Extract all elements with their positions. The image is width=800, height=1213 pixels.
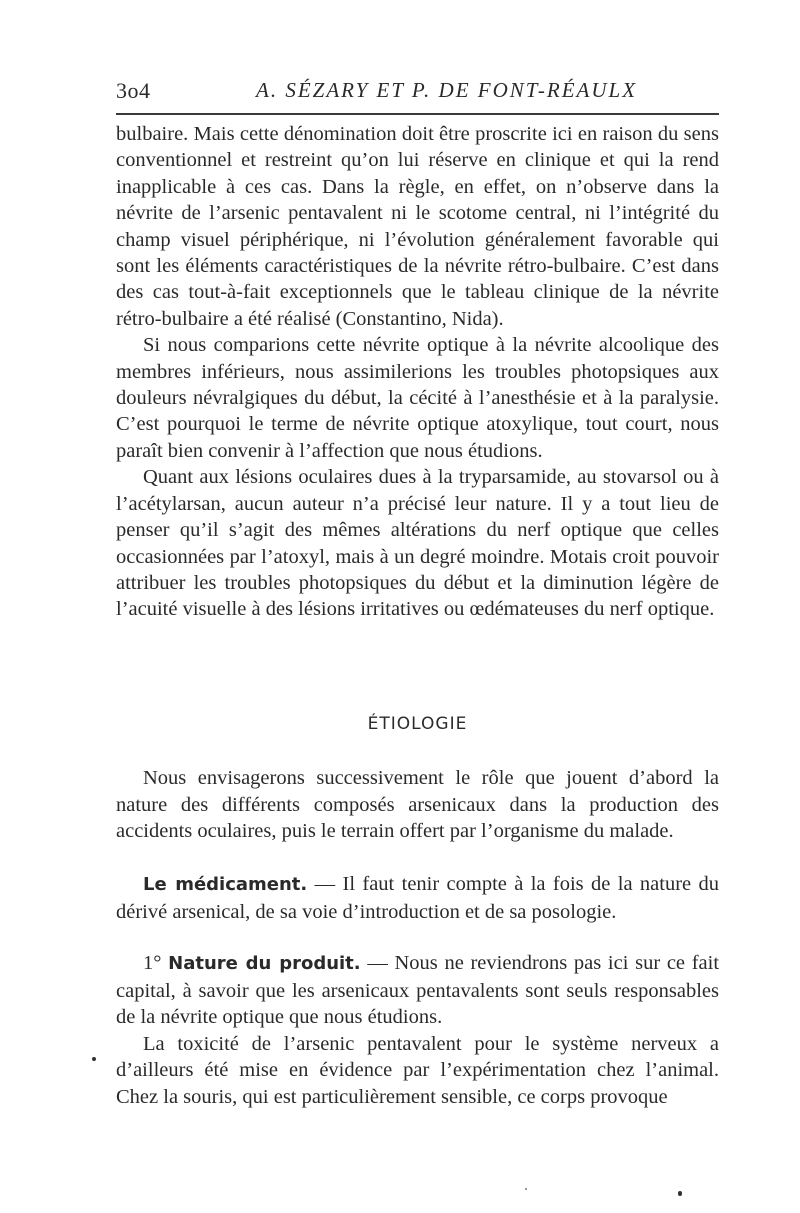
paragraph-comparison: Si nous comparions cette névrite optique à la névrite alcoolique des membres inférieurs, nous assimilerions les troubles photopsiques aux douleurs névralgiques du début, la cécité à l’anesthésie et à la paralysie. C’est pourquoi le terme de névrite optique atoxylique, tout court, nous paraît bien convenir à l’affection que nous étudions. [116,334,719,462]
header-rule [116,113,719,115]
runin-heading-nature: Nature du produit. [168,953,361,974]
page-header [116,78,716,108]
running-head: A. SÉZARY ET P. DE FONT-RÉAULX [256,78,638,102]
nature-produit-block [116,950,719,1111]
medicament-text: — Il faut tenir compte à la fois de la nature du dérivé arsenical, de sa voie d’introduction et de sa posologie. [116,873,719,923]
medicament-block [116,871,719,925]
item-number: 1° [143,952,162,974]
paragraph-etiologie-intro: Nous envisagerons successivement le rôle que jouent d’abord la nature des différents composés arsenicaux dans la production des accidents oculaires, puis le terrain offert par l’organisme du malade. [116,767,719,843]
print-speck [525,1188,527,1190]
paragraph-continuation: bulbaire. Mais cette dénomination doit être proscrite ici en raison du sens conventionnel et restreint qu’on lui réserve en clinique et qui la rend inapplicable à ces cas. Dans la règle, en effet, on n’observe dans la névrite de l’arsenic pentavalent ni le scotome central, ni l’intégrité du champ visuel périphérique, ni l’évolution généralement favorable qui sont les éléments caractéristiques de la névrite rétro-bulbaire. C’est dans des cas tout-à-fait exceptionnels que le tableau clinique de la névrite rétro-bulbaire a été réalisé (Constantino, Nida). [116,123,719,330]
paragraph-medicament [116,871,719,925]
runin-heading-medicament: Le médicament. [143,874,308,895]
section-heading: ÉTIOLOGIE [367,714,468,734]
paragraph-toxicite: La toxicité de l’arsenic pentavalent pour le système nerveux a d’ailleurs été mise en évidence par l’expérimentation chez l’animal. Chez la souris, qui est particulièrement sensible, ce corps provoque [116,1032,719,1108]
paragraph-nature-produit [116,950,719,1031]
page-number: 3o4 [116,78,151,103]
margin-mark [92,1057,96,1061]
print-speck [678,1191,682,1196]
body-text-top [116,121,719,623]
paragraph-lesions: Quant aux lésions oculaires dues à la tryparsamide, au stovarsol ou à l’acétylarsan, aucun auteur n’a précisé leur nature. Il y a tout lieu de penser qu’il s’agit des mêmes altérations du nerf optique que celles occasionnées par l’atoxyl, mais à un degré moindre. Motais croit pouvoir attribuer les troubles photopsiques du début et la diminution légère de l’acuité visuelle à des lésions irritatives ou œdémateuses du nerf optique. [116,466,719,621]
etiologie-intro-block [116,765,719,845]
nature-produit-text: — Nous ne reviendrons pas ici sur ce fait capital, à savoir que les arsenicaux pentavalents sont seuls responsables de la névrite optique que nous étudions. [116,952,720,1029]
